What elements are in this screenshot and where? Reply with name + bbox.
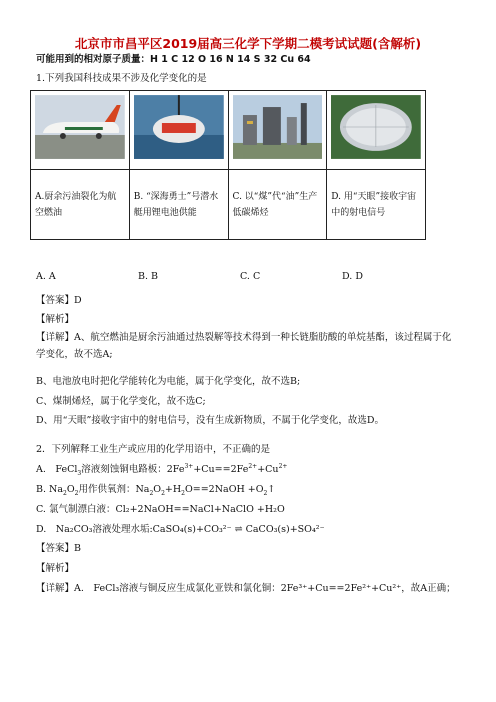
q1-detail-b: B、电池放电时把化学能转化为电能，属于化学变化，故不选B;: [36, 376, 301, 387]
q2-option-b: B. $Na_2O_2$用作供氧剂：$Na_2O_2+H_2O==2NaOH$ $+O_2↑$: [36, 484, 276, 497]
option-b: B. B: [138, 271, 159, 282]
q2-option-c: C. 氯气制漂白液：Cl₂+2NaOH==NaCl+NaClO +H₂O: [36, 504, 285, 515]
image-cell-b: [129, 91, 228, 170]
q1-detail-d: D、用“天眼”接收宇宙中的射电信号，没有生成新物质，不属于化学变化，故选D。: [36, 415, 384, 426]
option-d: D. D: [342, 271, 363, 282]
atomic-mass-line: 可能用到的相对原子质量：H 1 C 12 O 16 N 14 S 32 Cu 64: [36, 54, 311, 65]
q1-analysis: 【解析】: [36, 314, 75, 325]
question-2-stem: 2．下列解释工业生产或应用的化学用语中，不正确的是: [36, 444, 271, 455]
option-d-cell: D. 用“天眼”接收宇宙中的射电信号: [327, 170, 426, 240]
q2-detail: 【详解】A. FeCl₃溶液与铜反应生成氯化亚铁和氯化铜：2Fe³⁺+Cu==2Fe²⁺+Cu²⁺，故A正确；: [36, 583, 456, 594]
question-1-stem: 1.下列我国科技成果不涉及化学变化的是: [36, 73, 207, 84]
document-title: 北京市市昌平区2019届高三化学下学期二模考试试题(含解析): [74, 36, 422, 51]
option-a-cell: A.厨余污油裂化为航空燃油: [31, 170, 130, 240]
q2-option-a: A. FeCl$_3$溶液刻蚀铜电路板：$2Fe^{3+}+Cu==2Fe^{2+}+Cu^{2+}$: [36, 462, 288, 477]
q1-detail-a: 【详解】A、航空燃油是厨余污油通过热裂解等技术得到一种长链脂肪酸的单烷基酯，该过程属于化学变化，故不选A;: [36, 332, 452, 360]
fast-telescope-image: [331, 95, 421, 159]
q2-option-d: D. Na₂CO₃溶液处理水垢:CaSO₄(s)+CO₃²⁻ ⇌ CaCO₃(s)+SO₄²⁻: [36, 524, 325, 535]
option-c: C. C: [240, 271, 261, 282]
q1-answer: 【答案】D: [36, 295, 82, 306]
submarine-image: [134, 95, 224, 159]
image-cell-d: [327, 91, 426, 170]
option-c-cell: C. 以“煤”代“油”生产低碳烯烃: [228, 170, 327, 240]
image-cell-a: [31, 91, 130, 170]
airplane-image: [35, 95, 125, 159]
option-b-cell: B. “深海勇士”号潜水艇用锂电池供能: [129, 170, 228, 240]
image-cell-c: [228, 91, 327, 170]
q2-answer: 【答案】B: [36, 543, 81, 554]
coal-plant-image: [233, 95, 323, 159]
question-1-table: [30, 90, 426, 240]
option-a: A. A: [36, 271, 56, 282]
q1-detail-c: C、煤制烯烃，属于化学变化，故不选C;: [36, 396, 206, 407]
q2-analysis: 【解析】: [36, 563, 75, 574]
